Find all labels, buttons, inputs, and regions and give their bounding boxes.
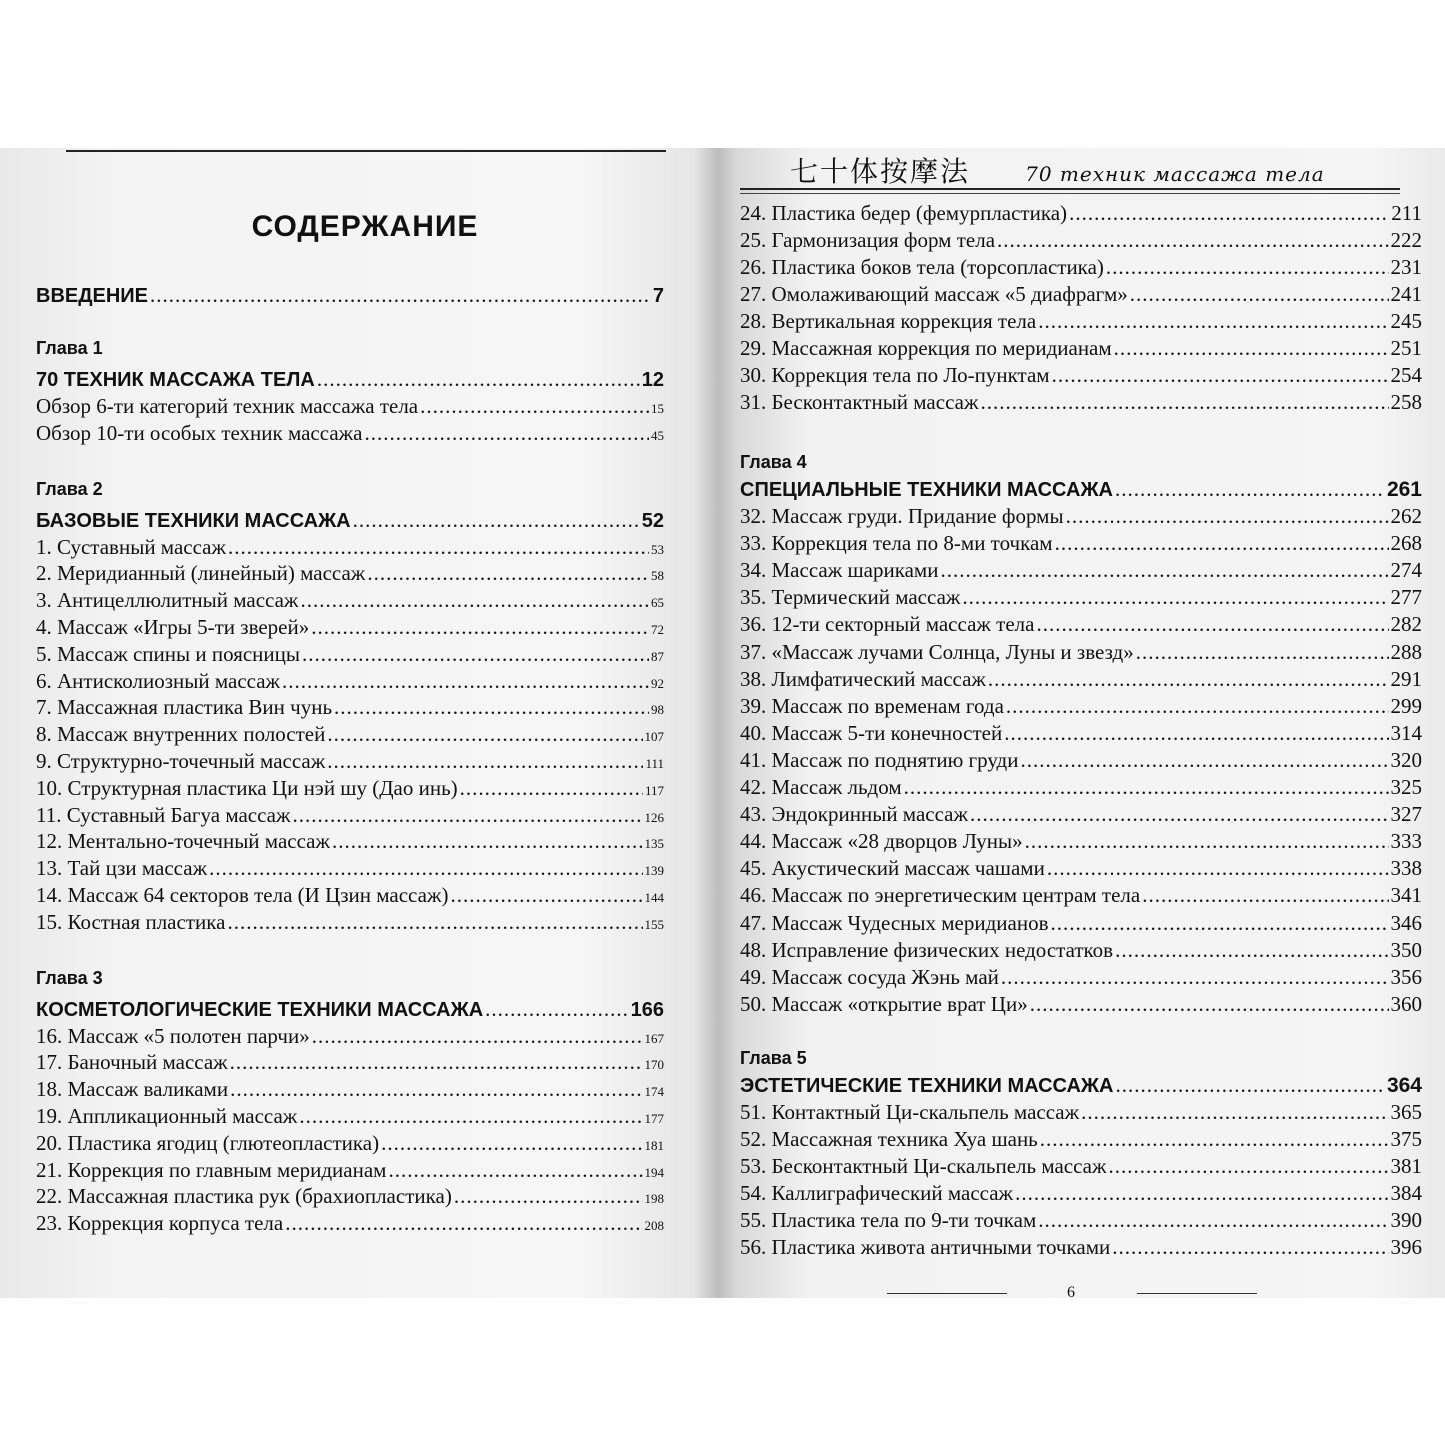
- entry-title: 41. Массаж по поднятию груди: [740, 747, 1019, 772]
- toc-entry: [740, 639, 1422, 665]
- page-number: 254: [1390, 363, 1422, 387]
- toc-entry: [740, 720, 1422, 746]
- toc-entry: [740, 882, 1422, 908]
- page-number: 384: [1390, 1181, 1422, 1206]
- entry-title: 39. Массаж по временам года: [740, 693, 1004, 718]
- toc-entry: [36, 1157, 664, 1183]
- chapter-label: Глава 3: [36, 967, 103, 988]
- toc-entry: [740, 828, 1422, 854]
- dot-leader: [227, 909, 642, 935]
- dot-leader: [450, 882, 642, 908]
- entry-title: Обзор 10-ти особых техник массажа: [36, 420, 363, 445]
- dot-leader: [1115, 476, 1385, 502]
- page-number: 381: [1390, 1154, 1422, 1179]
- entry-title: 28. Вертикальная коррекция тела: [740, 309, 1037, 333]
- entry-title: 51. Контактный Ци-скальпель массаж: [740, 1099, 1080, 1124]
- footer-rule-right: [1137, 1293, 1257, 1294]
- entry-title: 4. Массаж «Игры 5-ти зверей»: [36, 615, 310, 639]
- page-number: 155: [644, 916, 664, 932]
- dot-leader: [228, 534, 649, 560]
- toc-entry: [36, 855, 664, 881]
- toc-entry: [36, 1210, 664, 1236]
- dot-leader: [1038, 308, 1388, 334]
- toc-entry: [740, 227, 1422, 253]
- page-number: 170: [644, 1057, 664, 1073]
- page-number: 98: [651, 702, 664, 718]
- entry-title: 49. Массаж сосуда Жэнь май: [740, 964, 999, 989]
- dot-leader: [327, 748, 643, 774]
- dot-leader: [1004, 720, 1388, 746]
- toc-entry: [740, 584, 1422, 610]
- toc-entry: [36, 748, 664, 774]
- page-number: 325: [1390, 775, 1422, 799]
- toc-entry: [740, 964, 1422, 990]
- toc-entry: [740, 1180, 1422, 1206]
- toc-entry: [36, 534, 664, 560]
- page-number: 174: [644, 1084, 664, 1100]
- entry-title: 44. Массаж «28 дворцов Луны»: [740, 829, 1023, 854]
- dot-leader: [285, 1210, 642, 1236]
- page-number: 198: [644, 1191, 664, 1207]
- introduction-entry: [36, 282, 664, 308]
- toc-entry: [36, 828, 664, 854]
- page-number: 320: [1390, 747, 1422, 772]
- dot-leader: [1020, 747, 1388, 773]
- toc-entry: [740, 910, 1422, 936]
- toc-entry: [740, 1207, 1422, 1233]
- dot-leader: [1066, 503, 1389, 529]
- toc-entry: [36, 802, 664, 828]
- toc-entry: [740, 611, 1422, 637]
- chapter-label: Глава 4: [740, 452, 807, 472]
- dot-leader: [1130, 281, 1389, 307]
- entry-title: 3. Антицеллюлитный массаж: [36, 588, 299, 613]
- entry-title: 48. Исправление физических недостатков: [740, 937, 1114, 962]
- entry-title: 52. Массажная техника Хуа шань: [740, 1127, 1038, 1151]
- chapter-label: Глава 2: [36, 478, 103, 499]
- chapter-title-entry: [36, 366, 664, 392]
- page-number: 111: [645, 756, 664, 771]
- dot-leader: [904, 774, 1389, 800]
- toc-entry: [740, 1126, 1422, 1152]
- page-number: 327: [1390, 802, 1422, 827]
- dot-leader: [485, 996, 628, 1022]
- page-number: 261: [1386, 478, 1422, 501]
- toc-entry: [740, 1099, 1422, 1125]
- page-number: 350: [1390, 937, 1422, 962]
- dot-leader: [1069, 200, 1389, 226]
- toc-entry: [36, 1103, 664, 1129]
- dot-leader: [1112, 1234, 1388, 1260]
- page-number: 360: [1390, 991, 1422, 1016]
- entry-title: 31. Бесконтактный массаж: [740, 390, 979, 414]
- entry-title: 45. Акустический массаж чашами: [740, 856, 1045, 881]
- page-number: 268: [1390, 531, 1422, 556]
- header-russian: 70 техник массажа тела: [1025, 162, 1325, 186]
- entry-title: 16. Массаж «5 полотен парчи»: [36, 1023, 310, 1048]
- entry-title: 33. Коррекция тела по 8-ми точкам: [740, 531, 1053, 556]
- toc-entry: [36, 641, 664, 667]
- header-rule-thin: [740, 193, 1400, 194]
- page-number: 117: [644, 782, 664, 798]
- page-number: 208: [644, 1218, 664, 1234]
- page-number: 277: [1390, 585, 1422, 610]
- footer-rule-left: [887, 1293, 1007, 1294]
- toc-entry: [36, 882, 664, 908]
- dot-leader: [460, 775, 643, 801]
- page-number: 53: [651, 541, 664, 557]
- entry-title: 53. Бесконтактный Ци-скальпель массаж: [740, 1154, 1107, 1179]
- chapter-label: Глава 1: [36, 338, 103, 358]
- header-rule: [740, 188, 1400, 190]
- page-number: 65: [651, 595, 664, 611]
- entry-title: 70 ТЕХНИК МАССАЖА ТЕЛА: [36, 369, 315, 391]
- entry-title: 36. 12-ти секторный массаж тела: [740, 612, 1035, 637]
- dot-leader: [962, 584, 1388, 610]
- toc-entry: [36, 775, 664, 801]
- toc-entry: [740, 503, 1422, 529]
- dot-leader: [302, 641, 649, 667]
- page-number: 341: [1390, 883, 1422, 908]
- page-number: 245: [1390, 309, 1422, 333]
- entry-title: 23. Коррекция корпуса тела: [36, 1211, 284, 1236]
- dot-leader: [1109, 1153, 1389, 1179]
- dot-leader: [209, 855, 642, 881]
- entry-title: 1. Суставный массаж: [36, 534, 227, 559]
- dot-leader: [381, 1130, 642, 1156]
- page-number: 274: [1390, 558, 1422, 583]
- entry-title: 22. Массажная пластика рук (брахиопластика): [36, 1184, 452, 1209]
- dot-leader: [282, 668, 649, 694]
- dot-leader: [1025, 828, 1389, 854]
- dot-leader: [364, 420, 649, 446]
- entry-title: 26. Пластика боков тела (торсопластика): [740, 255, 1104, 279]
- page-number: 72: [651, 622, 664, 637]
- page-number: 107: [644, 729, 664, 745]
- dot-leader: [1051, 910, 1389, 936]
- page-number: 181: [644, 1137, 664, 1153]
- page-number: 177: [644, 1111, 664, 1126]
- chapter-title-entry: [740, 476, 1422, 502]
- entry-title: 37. «Массаж лучами Солнца, Луны и звезд»: [740, 639, 1134, 664]
- page-number: 365: [1390, 1099, 1422, 1124]
- toc-entry: [36, 1130, 664, 1156]
- entry-title: 20. Пластика ягодиц (глютеопластика): [36, 1130, 380, 1155]
- page-number: 45: [651, 427, 664, 443]
- entry-title: 35. Термический массаж: [740, 585, 961, 610]
- toc-entry: [740, 693, 1422, 719]
- dot-leader: [332, 828, 643, 854]
- toc-entry: [740, 801, 1422, 827]
- toc-entry: [36, 694, 664, 720]
- page-number: 364: [1386, 1073, 1422, 1097]
- dot-leader: [1115, 937, 1388, 963]
- dot-leader: [317, 366, 640, 392]
- dot-leader: [293, 802, 643, 828]
- folio: 6: [1067, 1284, 1075, 1301]
- toc-title: СОДЕРЖАНИЕ: [251, 210, 479, 243]
- entry-title: 40. Массаж 5-ти конечностей: [740, 720, 1003, 745]
- entry-title: 17. Баночный массаж: [36, 1050, 228, 1075]
- page-number: 231: [1390, 255, 1422, 279]
- page-number: 87: [651, 648, 664, 664]
- entry-title: 7. Массажная пластика Вин чунь: [36, 695, 333, 720]
- dot-leader: [940, 557, 1388, 583]
- toc-entry: [740, 747, 1422, 773]
- entry-title: 30. Коррекция тела по Ло-пунктам: [740, 363, 1050, 387]
- entry-title: КОСМЕТОЛОГИЧЕСКИЕ ТЕХНИКИ МАССАЖА: [36, 998, 484, 1021]
- entry-title: 9. Структурно-точечный массаж: [36, 749, 326, 773]
- entry-title: 14. Массаж 64 секторов тела (И Цзин массаж): [36, 883, 449, 907]
- left-page: [0, 148, 700, 1298]
- dot-leader: [1106, 254, 1389, 280]
- toc-entry: [36, 668, 664, 694]
- entry-title: 43. Эндокринный массаж: [740, 802, 968, 827]
- page-number: 126: [644, 809, 664, 825]
- toc-entry: [740, 557, 1422, 583]
- chapter-label: Глава 5: [740, 1047, 807, 1068]
- entry-title: 29. Массажная коррекция по меридианам: [740, 336, 1112, 360]
- page-number: 52: [641, 509, 664, 532]
- dot-leader: [420, 393, 649, 419]
- dot-leader: [1136, 639, 1389, 665]
- page-number: 251: [1390, 336, 1422, 360]
- page-number: 92: [651, 675, 664, 691]
- entry-title: 15. Костная пластика: [36, 909, 226, 934]
- dot-leader: [1047, 855, 1389, 881]
- toc-entry: [36, 1076, 664, 1102]
- dot-leader: [367, 560, 649, 586]
- page-number: 222: [1390, 228, 1422, 252]
- page-number: 396: [1390, 1235, 1422, 1260]
- entry-title: ЭСТЕТИЧЕСКИЕ ТЕХНИКИ МАССАЖА: [740, 1074, 1114, 1097]
- page-number: 167: [644, 1030, 664, 1046]
- page-number: 262: [1390, 504, 1422, 528]
- running-header: [790, 150, 1325, 190]
- dot-leader: [312, 1023, 643, 1049]
- entry-title: 55. Пластика тела по 9-ти точкам: [740, 1208, 1037, 1233]
- page-number: 258: [1390, 390, 1422, 414]
- page-number: 299: [1390, 693, 1422, 718]
- dot-leader: [1038, 1207, 1388, 1233]
- entry-title: 18. Массаж валиками: [36, 1077, 229, 1102]
- toc-entry: [740, 254, 1422, 280]
- entry-title: 6. Антисколиозный массаж: [36, 668, 281, 693]
- entry-title: 47. Массаж Чудесных меридианов: [740, 910, 1049, 935]
- toc-entry: [740, 389, 1422, 415]
- entry-title: 54. Каллиграфический массаж: [740, 1181, 1014, 1206]
- entry-title: 50. Массаж «открытие врат Ци»: [740, 991, 1028, 1016]
- toc-entry: [36, 614, 664, 640]
- entry-title: 5. Массаж спины и поясницы: [36, 641, 300, 666]
- entry-title: 46. Массаж по энергетическим центрам тела: [740, 883, 1141, 908]
- dot-leader: [1081, 1099, 1388, 1125]
- page-number: 291: [1390, 666, 1422, 691]
- entry-title: 27. Омолаживающий массаж «5 диафрагм»: [740, 282, 1128, 306]
- dot-leader: [1052, 362, 1389, 388]
- dot-leader: [988, 666, 1389, 692]
- entry-title: ВВЕДЕНИЕ: [36, 285, 148, 307]
- dot-leader: [327, 721, 642, 747]
- page-number: 211: [1391, 201, 1422, 225]
- toc-entry: [36, 560, 664, 586]
- dot-leader: [150, 282, 651, 308]
- entry-title: 42. Массаж льдом: [740, 775, 902, 799]
- page-number: 356: [1390, 964, 1422, 989]
- chapter-title-entry: [740, 1072, 1422, 1098]
- entry-title: 25. Гармонизация форм тела: [740, 228, 996, 252]
- toc-entry: [36, 420, 664, 446]
- dot-leader: [230, 1076, 642, 1102]
- entry-title: 12. Ментально-точечный массаж: [36, 829, 330, 854]
- dot-leader: [1114, 335, 1389, 361]
- entry-title: 8. Массаж внутренних полостей: [36, 722, 326, 747]
- entry-title: 38. Лимфатический массаж: [740, 666, 986, 691]
- entry-title: 13. Тай цзи массаж: [36, 856, 208, 881]
- entry-title: 24. Пластика бедер (фемурпластика): [740, 201, 1068, 225]
- toc-entry: [740, 855, 1422, 881]
- dot-leader: [970, 801, 1389, 827]
- toc-entry: [740, 362, 1422, 388]
- dot-leader: [981, 389, 1389, 415]
- dot-leader: [353, 507, 640, 533]
- toc-entry: [740, 281, 1422, 307]
- page-number: 333: [1390, 829, 1422, 854]
- toc-entry: [36, 1023, 664, 1049]
- right-page: [712, 148, 1445, 1301]
- dot-leader: [997, 227, 1388, 253]
- dot-leader: [1142, 882, 1388, 908]
- toc-entry: [36, 1183, 664, 1209]
- page-number: 135: [644, 836, 664, 852]
- dot-leader: [1036, 611, 1388, 637]
- dot-leader: [299, 1103, 642, 1129]
- entry-title: 34. Массаж шариками: [740, 558, 939, 583]
- dot-leader: [1040, 1126, 1389, 1152]
- dot-leader: [1055, 530, 1389, 556]
- page-number: 15: [651, 401, 664, 416]
- dot-leader: [334, 694, 649, 720]
- page-number: 288: [1390, 639, 1422, 664]
- dot-leader: [1015, 1180, 1388, 1206]
- page-number: 390: [1390, 1208, 1422, 1233]
- toc-entry: [36, 909, 664, 935]
- toc-entry: [740, 666, 1422, 692]
- entry-title: 2. Меридианный (линейный) массаж: [36, 561, 366, 586]
- page-number: 241: [1390, 282, 1422, 306]
- page-number: 58: [651, 568, 664, 584]
- page-number: 144: [644, 890, 664, 905]
- chapter-title-entry: [36, 996, 664, 1022]
- toc-entry: [740, 991, 1422, 1017]
- page-number: 314: [1390, 720, 1422, 745]
- header-rule: [66, 150, 666, 152]
- toc-entry: [740, 1153, 1422, 1179]
- toc-entry: [740, 1234, 1422, 1260]
- page-number: 338: [1390, 856, 1422, 881]
- page-number: 346: [1390, 910, 1422, 935]
- entry-title: СПЕЦИАЛЬНЫЕ ТЕХНИКИ МАССАЖА: [740, 479, 1113, 501]
- entry-title: 32. Массаж груди. Придание формы: [740, 504, 1064, 528]
- dot-leader: [230, 1049, 643, 1075]
- dot-leader: [454, 1183, 643, 1209]
- entry-title: Обзор 6-ти категорий техник массажа тела: [36, 394, 419, 418]
- toc-entry: [36, 393, 664, 419]
- dot-leader: [300, 587, 649, 613]
- toc-entry: [740, 530, 1422, 556]
- dot-leader: [1006, 693, 1389, 719]
- entry-title: 19. Аппликационный массаж: [36, 1104, 298, 1128]
- dot-leader: [1030, 991, 1389, 1017]
- page-number: 282: [1390, 612, 1422, 637]
- page-number: 139: [644, 863, 664, 879]
- toc-entry: [740, 308, 1422, 334]
- toc-entry: [36, 721, 664, 747]
- header-chinese: 七十体按摩法: [790, 155, 971, 188]
- open-book: [0, 148, 1445, 1301]
- entry-title: 56. Пластика живота античными точками: [740, 1235, 1111, 1260]
- toc-entry: [740, 937, 1422, 963]
- toc-entry: [36, 587, 664, 613]
- page-number: 7: [652, 285, 664, 307]
- toc-entry: [36, 1049, 664, 1075]
- dot-leader: [1001, 964, 1389, 990]
- page-number: 12: [641, 369, 664, 391]
- dot-leader: [311, 614, 649, 640]
- page-number: 166: [630, 998, 664, 1021]
- entry-title: БАЗОВЫЕ ТЕХНИКИ МАССАЖА: [36, 509, 351, 532]
- toc-entry: [740, 774, 1422, 800]
- page-number: 375: [1390, 1127, 1422, 1151]
- entry-title: 10. Структурная пластика Ци нэй шу (Дао инь): [36, 775, 458, 800]
- dot-leader: [1115, 1072, 1385, 1098]
- entry-title: 21. Коррекция по главным меридианам: [36, 1157, 387, 1182]
- chapter-title-entry: [36, 507, 664, 533]
- page-number: 194: [644, 1164, 664, 1180]
- entry-title: 11. Суставный Багуа массаж: [36, 802, 291, 827]
- toc-entry: [740, 200, 1422, 226]
- toc-entry: [740, 335, 1422, 361]
- dot-leader: [388, 1157, 642, 1183]
